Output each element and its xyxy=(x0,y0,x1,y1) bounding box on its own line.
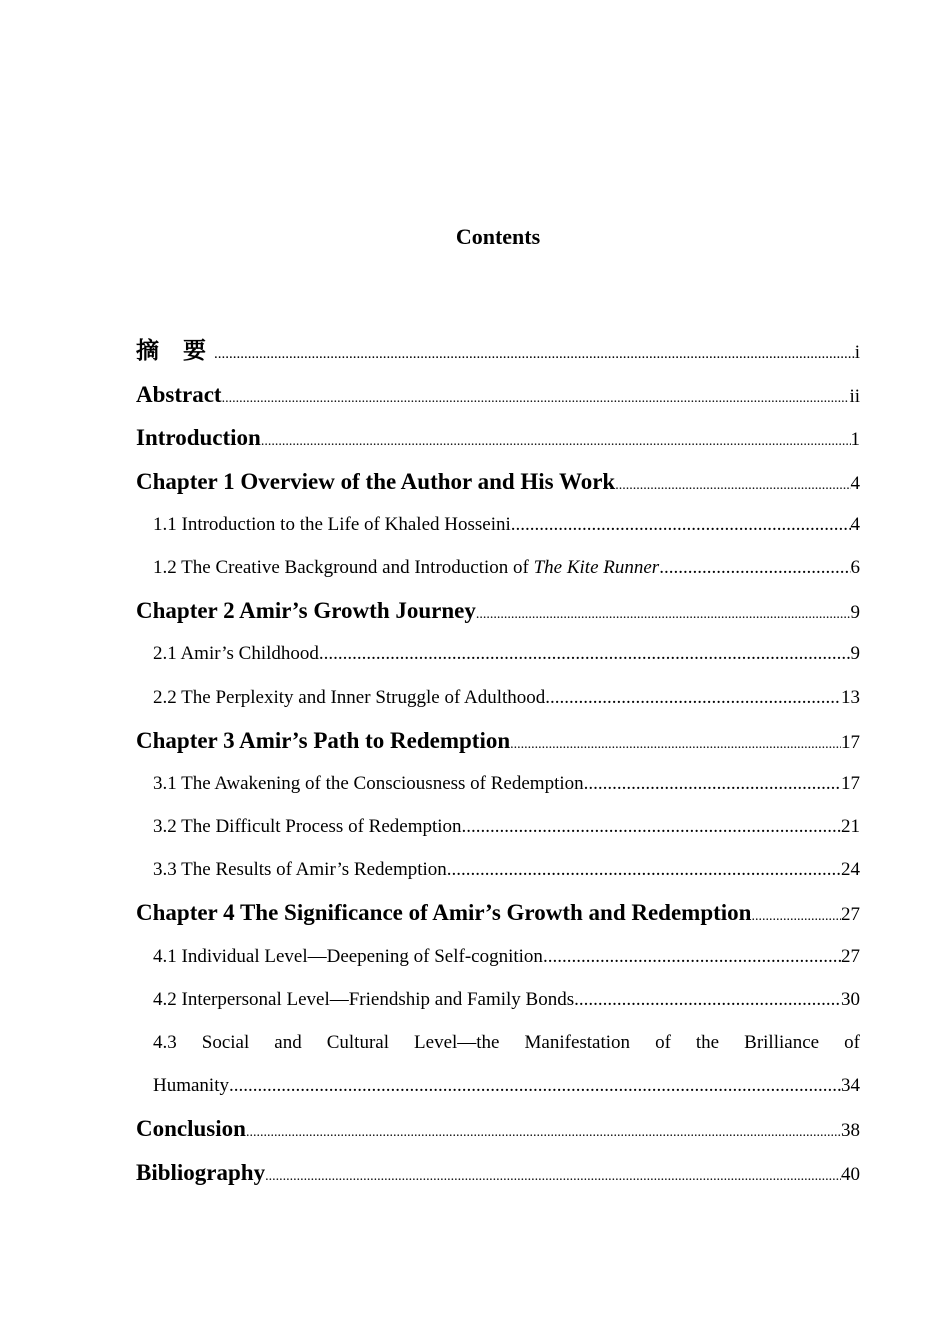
toc-entry-label: Chapter 3 Amir’s Path to Redemption xyxy=(136,727,511,753)
dot-leader xyxy=(319,632,851,675)
toc-page-number: i xyxy=(854,342,860,363)
toc-page-number: 13 xyxy=(841,686,860,708)
toc-entry-chapter-2[interactable] xyxy=(136,589,860,632)
toc-entry-section-3-2[interactable] xyxy=(136,805,860,848)
toc-entry-label: Introduction xyxy=(136,425,261,451)
toc-page-number: 9 xyxy=(850,602,860,624)
table-of-contents xyxy=(136,330,860,1194)
toc-entry-label: Abstract xyxy=(136,382,222,408)
dot-leader xyxy=(462,805,841,848)
toc-page-number: 4 xyxy=(850,472,860,494)
dot-leader xyxy=(510,723,841,762)
toc-page-number: ii xyxy=(849,386,860,408)
toc-entry-section-1-1[interactable] xyxy=(136,503,860,546)
toc-entry-section-2-1[interactable] xyxy=(136,632,860,675)
dot-leader xyxy=(222,377,850,416)
toc-entry-section-3-1[interactable] xyxy=(136,762,860,805)
toc-entry-label xyxy=(153,546,659,589)
toc-entry-label: 3.1 The Awakening of the Consciousness of Redemption xyxy=(153,772,584,794)
toc-entry-label: Chapter 2 Amir’s Growth Journey xyxy=(136,598,476,624)
toc-word: of xyxy=(655,1032,671,1053)
toc-page-number: 27 xyxy=(841,945,860,967)
dot-leader xyxy=(447,848,841,891)
toc-page-number: 17 xyxy=(841,772,860,794)
toc-entry-label-line-2 xyxy=(153,1064,860,1107)
toc-page-number: 21 xyxy=(841,816,860,838)
toc-entry-chapter-1[interactable] xyxy=(136,460,860,503)
toc-entry-abstract[interactable] xyxy=(136,373,860,416)
toc-entry-section-4-1[interactable] xyxy=(136,935,860,978)
toc-entry-label: Chapter 4 The Significance of Amir’s Growth and Redemption xyxy=(136,900,752,926)
toc-entry-label: Chapter 1 Overview of the Author and His Work xyxy=(136,468,616,494)
toc-entry-label: 1.1 Introduction to the Life of Khaled Hosseini xyxy=(153,513,511,535)
book-title: The Kite Runner xyxy=(533,556,660,578)
toc-word: and xyxy=(274,1032,302,1053)
page-title: Contents xyxy=(455,224,541,249)
toc-word: the xyxy=(695,1032,720,1053)
toc-entry-label: 4.1 Individual Level—Deepening of Self-cognition xyxy=(153,945,543,967)
dot-leader xyxy=(511,503,851,546)
toc-entry-chapter-3[interactable] xyxy=(136,719,860,762)
dot-leader xyxy=(229,1064,841,1107)
toc-page-number: 9 xyxy=(850,643,860,665)
toc-page-number: 38 xyxy=(841,1120,860,1142)
dot-leader xyxy=(543,935,841,978)
toc-entry-section-2-2[interactable] xyxy=(136,676,860,719)
toc-entry-chapter-4[interactable] xyxy=(136,891,860,934)
toc-entry-label: Humanity xyxy=(153,1075,229,1097)
toc-entry-section-4-3[interactable] xyxy=(136,1021,860,1107)
toc-word: 4.3 xyxy=(153,1032,177,1053)
dot-leader xyxy=(261,420,851,459)
toc-entry-label-prefix: 1.2 The Creative Background and Introduction of xyxy=(153,556,534,578)
dot-leader xyxy=(615,464,850,503)
toc-word: Manifestation xyxy=(524,1032,631,1053)
dot-leader xyxy=(574,978,841,1021)
toc-page-number: 4 xyxy=(850,513,860,535)
toc-entry-section-4-2[interactable] xyxy=(136,978,860,1021)
toc-entry-label: Conclusion xyxy=(136,1116,246,1142)
toc-page-number: 1 xyxy=(850,429,860,451)
dot-leader xyxy=(246,1111,841,1150)
dot-leader xyxy=(476,593,851,632)
toc-entry-abstract-cn[interactable] xyxy=(136,330,860,373)
toc-entry-label: 2.2 The Perplexity and Inner Struggle of Adulthood xyxy=(153,686,546,708)
toc-entry-section-3-3[interactable] xyxy=(136,848,860,891)
dot-leader xyxy=(584,762,841,805)
toc-page-number: 6 xyxy=(850,556,860,578)
dot-leader xyxy=(214,333,855,373)
dot-leader xyxy=(751,895,841,934)
toc-entry-label: 2.1 Amir’s Childhood xyxy=(153,643,319,665)
dot-leader xyxy=(265,1155,841,1194)
toc-entry-introduction[interactable] xyxy=(136,416,860,459)
toc-entry-conclusion[interactable] xyxy=(136,1107,860,1150)
toc-entry-section-1-2[interactable] xyxy=(136,546,860,589)
toc-entry-label: Bibliography xyxy=(136,1159,266,1185)
toc-word: Brilliance xyxy=(744,1032,820,1053)
toc-page-number: 34 xyxy=(841,1075,860,1097)
toc-page-number: 17 xyxy=(841,731,860,753)
toc-page-number: 27 xyxy=(841,904,860,926)
toc-page-number: 24 xyxy=(841,859,860,881)
toc-word: Level—the xyxy=(414,1032,500,1053)
dot-leader xyxy=(659,546,850,589)
toc-entry-label: 摘 要 xyxy=(136,338,215,364)
toc-entry-bibliography[interactable] xyxy=(136,1151,860,1194)
dot-leader xyxy=(545,676,841,719)
toc-entry-label: 3.2 The Difficult Process of Redemption xyxy=(153,816,462,838)
toc-word: of xyxy=(844,1032,860,1053)
toc-entry-label-line-1 xyxy=(153,1021,860,1064)
toc-entry-label: 4.2 Interpersonal Level—Friendship and Family Bonds xyxy=(153,988,575,1010)
toc-word: Social xyxy=(201,1032,250,1053)
toc-page-number: 30 xyxy=(841,988,860,1010)
toc-page-number: 40 xyxy=(841,1163,860,1185)
toc-word: Cultural xyxy=(326,1032,390,1053)
toc-entry-label: 3.3 The Results of Amir’s Redemption xyxy=(153,859,447,881)
